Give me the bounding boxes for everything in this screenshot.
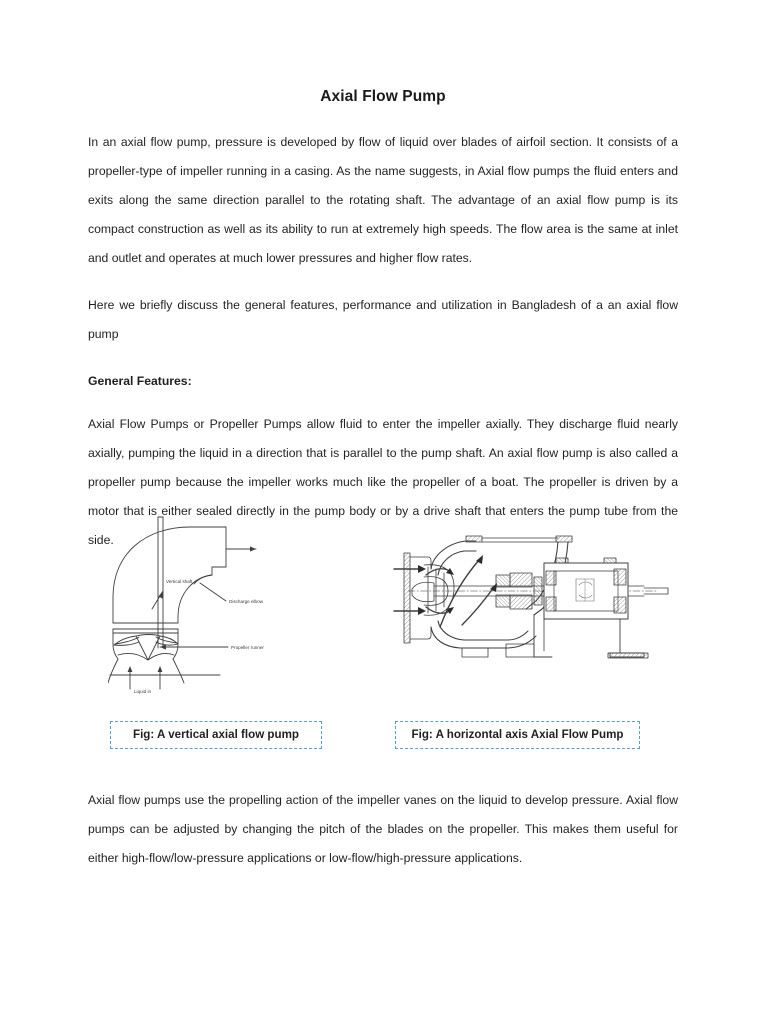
caption-vertical-pump-wrap bbox=[110, 721, 322, 749]
page-title: Axial Flow Pump bbox=[320, 88, 446, 105]
label-liquid-in: Liquid in bbox=[134, 689, 152, 694]
caption-vertical-pump: Fig: A vertical axial flow pump bbox=[110, 721, 322, 749]
horizontal-pump-diagram bbox=[388, 505, 678, 695]
label-discharge-elbow: Discharge elbow bbox=[229, 599, 263, 604]
heading-general-features: General Features: bbox=[88, 374, 192, 388]
paragraph-general-features: Axial Flow Pumps or Propeller Pumps allow fluid to enter the impeller axially. They discharge fluid nearly axially, pumping the liquid in a direction that is parallel to the pump shaft. An axial flow pump is also called a propeller pump because the impeller works much like the propeller of a boat. The propeller is driven by a motor that is either sealed directly in the pump body or by a drive shaft that enters the pump tube from the side. bbox=[88, 417, 678, 547]
figures-row bbox=[88, 505, 688, 760]
caption-horizontal-pump-wrap bbox=[395, 721, 640, 749]
label-vertical-shaft: Vertical shaft bbox=[166, 579, 193, 584]
figure-horizontal-axial-flow-pump bbox=[388, 505, 678, 695]
paragraph-closing: Axial flow pumps use the propelling action of the impeller vanes on the liquid to develop pressure. Axial flow pumps can be adjusted by changing the pitch of the blades on the propeller. This makes them useful for either high-flow/low-pressure applications or low-flow/high-pressure applications. bbox=[88, 793, 678, 865]
label-propeller-runner: Propeller runner bbox=[231, 645, 264, 650]
document-body bbox=[88, 88, 678, 555]
paragraph-scope: Here we briefly discuss the general features, performance and utilization in Bangladesh of a an axial flow pump bbox=[88, 298, 678, 341]
vertical-pump-diagram bbox=[108, 505, 363, 695]
figure-vertical-axial-flow-pump bbox=[108, 505, 363, 695]
paragraph-intro: In an axial flow pump, pressure is developed by flow of liquid over blades of airfoil section. It consists of a propeller-type of impeller running in a casing. As the name suggests, in Axial flow pumps the fluid enters and exits along the same direction parallel to the rotating shaft. The advantage of an axial flow pump is its compact construction as well as its ability to run at extremely high speeds. The flow area is the same at inlet and outlet and operates at much lower pressures and higher flow rates. bbox=[88, 135, 678, 265]
caption-horizontal-pump: Fig: A horizontal axis Axial Flow Pump bbox=[395, 721, 640, 749]
document-body-closing bbox=[88, 786, 678, 873]
